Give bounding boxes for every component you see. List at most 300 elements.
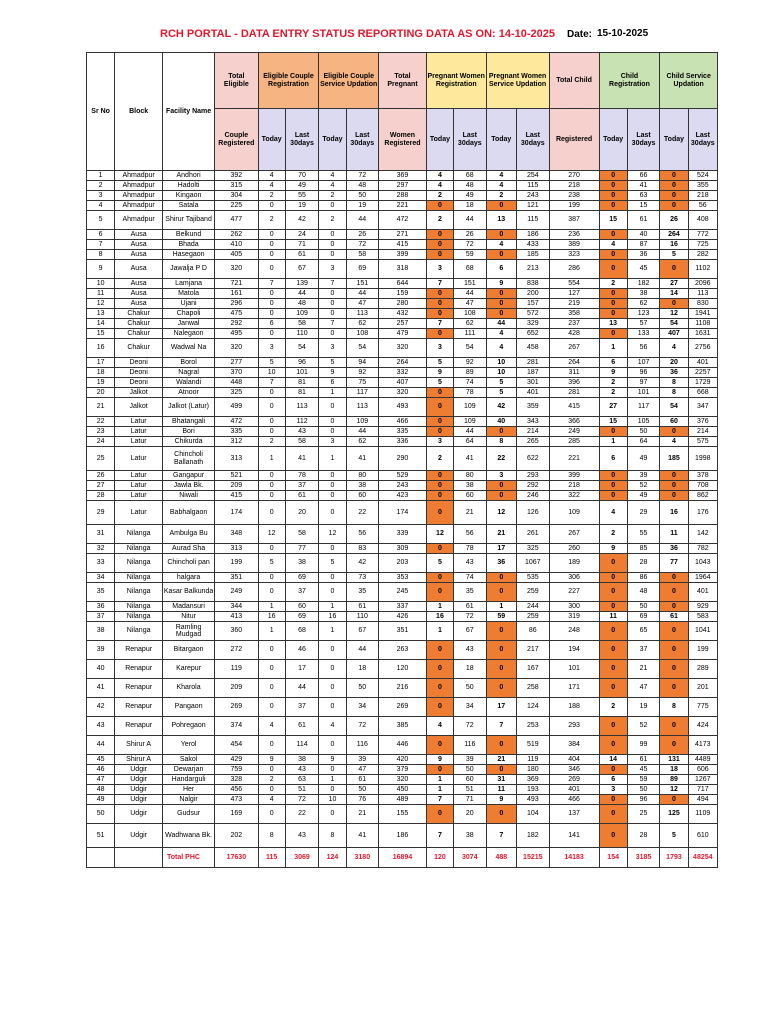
block-cell: Ahmadpur bbox=[115, 191, 163, 201]
value-cell: 429 bbox=[215, 755, 258, 765]
value-cell: 0 bbox=[319, 641, 346, 660]
value-cell: 2 bbox=[258, 437, 285, 447]
block-cell: Chakur bbox=[115, 319, 163, 329]
value-cell: 58 bbox=[346, 250, 379, 260]
table-row bbox=[87, 602, 718, 612]
total-cell: 14183 bbox=[549, 848, 599, 868]
value-cell: 45 bbox=[627, 260, 660, 279]
value-cell: 74 bbox=[454, 378, 487, 388]
value-cell: 61 bbox=[346, 775, 379, 785]
sr-no-cell: 42 bbox=[87, 698, 115, 717]
value-cell: 315 bbox=[215, 181, 258, 191]
value-cell: 113 bbox=[688, 289, 717, 299]
total-cell: 154 bbox=[599, 848, 627, 868]
value-cell: 114 bbox=[285, 736, 319, 755]
value-cell: 56 bbox=[627, 339, 660, 358]
value-cell: 28 bbox=[627, 554, 660, 573]
value-cell: 49 bbox=[454, 191, 487, 201]
value-cell: 38 bbox=[454, 824, 487, 848]
facility-cell: Gudsur bbox=[163, 805, 215, 824]
value-cell: 61 bbox=[660, 612, 688, 622]
block-cell: Nilanga bbox=[115, 544, 163, 554]
value-cell: 458 bbox=[517, 339, 550, 358]
value-cell: 0 bbox=[426, 805, 453, 824]
value-cell: 253 bbox=[517, 717, 550, 736]
block-cell: Nilanga bbox=[115, 573, 163, 583]
value-cell: 0 bbox=[486, 641, 516, 660]
value-cell: 0 bbox=[258, 201, 285, 211]
facility-cell: Madansuri bbox=[163, 602, 215, 612]
value-cell: 199 bbox=[688, 641, 717, 660]
block-cell: Chakur bbox=[115, 329, 163, 339]
sr-no-cell: 20 bbox=[87, 388, 115, 398]
value-cell: 271 bbox=[379, 230, 427, 240]
value-cell: 320 bbox=[215, 339, 258, 358]
value-cell: 40 bbox=[486, 417, 516, 427]
sr-no-cell: 14 bbox=[87, 319, 115, 329]
value-cell: 0 bbox=[258, 398, 285, 417]
value-cell: 174 bbox=[215, 501, 258, 525]
value-cell: 9 bbox=[599, 368, 627, 378]
value-cell: 92 bbox=[454, 358, 487, 368]
table-row bbox=[87, 501, 718, 525]
value-cell: 16 bbox=[319, 612, 346, 622]
block-cell: Renapur bbox=[115, 698, 163, 717]
value-cell: 66 bbox=[627, 171, 660, 181]
value-cell: 41 bbox=[346, 824, 379, 848]
value-cell: 606 bbox=[688, 765, 717, 775]
value-cell: 399 bbox=[379, 250, 427, 260]
block-cell: Ausa bbox=[115, 260, 163, 279]
value-cell: 4 bbox=[258, 795, 285, 805]
value-cell: 18 bbox=[660, 765, 688, 775]
value-cell: 0 bbox=[660, 573, 688, 583]
value-cell: 2 bbox=[426, 447, 453, 471]
value-cell: 218 bbox=[688, 191, 717, 201]
value-cell: 44 bbox=[454, 427, 487, 437]
sr-no-cell: 45 bbox=[87, 755, 115, 765]
value-cell: 0 bbox=[599, 573, 627, 583]
value-cell: 257 bbox=[379, 319, 427, 329]
value-cell: 254 bbox=[517, 171, 550, 181]
value-cell: 10 bbox=[319, 795, 346, 805]
value-cell: 125 bbox=[660, 805, 688, 824]
table-row bbox=[87, 583, 718, 602]
value-cell: 54 bbox=[660, 398, 688, 417]
value-cell: 0 bbox=[319, 201, 346, 211]
value-cell: 96 bbox=[627, 368, 660, 378]
women-registered-header: Women Registered bbox=[379, 109, 427, 171]
value-cell: 311 bbox=[549, 368, 599, 378]
value-cell: 4 bbox=[486, 339, 516, 358]
value-cell: 652 bbox=[517, 329, 550, 339]
value-cell: 182 bbox=[517, 824, 550, 848]
value-cell: 246 bbox=[517, 491, 550, 501]
sr-no-cell: 47 bbox=[87, 775, 115, 785]
value-cell: 193 bbox=[517, 785, 550, 795]
table-row bbox=[87, 211, 718, 230]
value-cell: 52 bbox=[627, 481, 660, 491]
value-cell: 346 bbox=[549, 765, 599, 775]
value-cell: 319 bbox=[549, 612, 599, 622]
value-cell: 60 bbox=[454, 491, 487, 501]
value-cell: 200 bbox=[517, 289, 550, 299]
value-cell: 1 bbox=[319, 388, 346, 398]
today-header: Today bbox=[599, 109, 627, 171]
table-row bbox=[87, 427, 718, 437]
sr-no-cell: 17 bbox=[87, 358, 115, 368]
facility-cell: Kharola bbox=[163, 679, 215, 698]
value-cell: 5 bbox=[426, 554, 453, 573]
value-cell: 0 bbox=[319, 309, 346, 319]
value-cell: 0 bbox=[599, 230, 627, 240]
value-cell: 1067 bbox=[517, 554, 550, 573]
facility-cell: Gangapur bbox=[163, 471, 215, 481]
table-row bbox=[87, 250, 718, 260]
value-cell: 72 bbox=[346, 240, 379, 250]
value-cell: 14 bbox=[660, 289, 688, 299]
sr-no-cell: 5 bbox=[87, 211, 115, 230]
value-cell: 72 bbox=[346, 717, 379, 736]
value-cell: 56 bbox=[454, 525, 487, 544]
value-cell: 0 bbox=[660, 602, 688, 612]
facility-cell: Nalgir bbox=[163, 795, 215, 805]
value-cell: 0 bbox=[319, 329, 346, 339]
value-cell: 47 bbox=[346, 299, 379, 309]
value-cell: 475 bbox=[215, 309, 258, 319]
value-cell: 0 bbox=[486, 289, 516, 299]
facility-cell: Aurad Sha bbox=[163, 544, 215, 554]
value-cell: 62 bbox=[346, 437, 379, 447]
value-cell: 20 bbox=[454, 805, 487, 824]
total-row bbox=[87, 848, 718, 868]
value-cell: 41 bbox=[285, 447, 319, 471]
value-cell: 0 bbox=[486, 250, 516, 260]
value-cell: 41 bbox=[627, 181, 660, 191]
value-cell: 50 bbox=[346, 679, 379, 698]
table-row bbox=[87, 785, 718, 795]
sr-no-cell: 13 bbox=[87, 309, 115, 319]
value-cell: 75 bbox=[346, 378, 379, 388]
status-table bbox=[86, 52, 718, 868]
value-cell: 131 bbox=[660, 755, 688, 765]
value-cell: 71 bbox=[285, 240, 319, 250]
child-service-header: Child Service Updation bbox=[660, 53, 718, 109]
table-row bbox=[87, 319, 718, 329]
value-cell: 188 bbox=[549, 698, 599, 717]
value-cell: 141 bbox=[549, 824, 599, 848]
value-cell: 0 bbox=[319, 417, 346, 427]
value-cell: 2 bbox=[599, 698, 627, 717]
value-cell: 59 bbox=[454, 250, 487, 260]
value-cell: 111 bbox=[454, 329, 487, 339]
facility-cell: Ambulga Bu bbox=[163, 525, 215, 544]
value-cell: 1 bbox=[319, 775, 346, 785]
value-cell: 0 bbox=[486, 230, 516, 240]
value-cell: 49 bbox=[627, 491, 660, 501]
value-cell: 0 bbox=[486, 622, 516, 641]
total-cell: 3185 bbox=[627, 848, 660, 868]
sr-no-cell: 43 bbox=[87, 717, 115, 736]
last30-header: Last 30days bbox=[346, 109, 379, 171]
value-cell: 72 bbox=[454, 612, 487, 622]
value-cell: 68 bbox=[285, 622, 319, 641]
value-cell: 2257 bbox=[688, 368, 717, 378]
value-cell: 7 bbox=[426, 795, 453, 805]
value-cell: 0 bbox=[426, 573, 453, 583]
value-cell: 54 bbox=[346, 339, 379, 358]
value-cell: 16 bbox=[660, 240, 688, 250]
value-cell: 124 bbox=[517, 698, 550, 717]
value-cell: 43 bbox=[285, 427, 319, 437]
value-cell: 404 bbox=[549, 755, 599, 765]
value-cell: 109 bbox=[454, 398, 487, 417]
value-cell: 35 bbox=[454, 583, 487, 602]
table-row bbox=[87, 378, 718, 388]
value-cell: 50 bbox=[454, 765, 487, 775]
value-cell: 415 bbox=[549, 398, 599, 417]
value-cell: 48 bbox=[346, 181, 379, 191]
facility-cell: Ujani bbox=[163, 299, 215, 309]
value-cell: 313 bbox=[215, 447, 258, 471]
value-cell: 4 bbox=[486, 181, 516, 191]
value-cell: 610 bbox=[688, 824, 717, 848]
block-cell: Latur bbox=[115, 501, 163, 525]
value-cell: 862 bbox=[688, 491, 717, 501]
value-cell: 1 bbox=[426, 785, 453, 795]
value-cell: 385 bbox=[379, 717, 427, 736]
value-cell: 218 bbox=[549, 481, 599, 491]
value-cell: 1631 bbox=[688, 329, 717, 339]
value-cell: 96 bbox=[285, 358, 319, 368]
value-cell: 2 bbox=[258, 775, 285, 785]
value-cell: 4 bbox=[426, 171, 453, 181]
sr-no-cell: 2 bbox=[87, 181, 115, 191]
value-cell: 313 bbox=[215, 544, 258, 554]
facility-cell: Matola bbox=[163, 289, 215, 299]
value-cell: 0 bbox=[319, 679, 346, 698]
total-cell: 124 bbox=[319, 848, 346, 868]
value-cell: 838 bbox=[517, 279, 550, 289]
sr-no-cell: 24 bbox=[87, 437, 115, 447]
value-cell: 58 bbox=[285, 525, 319, 544]
table-row bbox=[87, 388, 718, 398]
value-cell: 21 bbox=[454, 501, 487, 525]
value-cell: 109 bbox=[549, 501, 599, 525]
value-cell: 40 bbox=[627, 230, 660, 240]
value-cell: 1 bbox=[426, 602, 453, 612]
value-cell: 29 bbox=[627, 501, 660, 525]
value-cell: 410 bbox=[215, 240, 258, 250]
value-cell: 420 bbox=[379, 755, 427, 765]
value-cell: 1267 bbox=[688, 775, 717, 785]
value-cell: 10 bbox=[258, 368, 285, 378]
value-cell: 1108 bbox=[688, 319, 717, 329]
block-cell: Deoni bbox=[115, 368, 163, 378]
value-cell: 35 bbox=[346, 583, 379, 602]
block-cell: Jalkot bbox=[115, 398, 163, 417]
value-cell: 269 bbox=[379, 698, 427, 717]
value-cell: 285 bbox=[549, 437, 599, 447]
value-cell: 49 bbox=[627, 447, 660, 471]
block-cell: Nilanga bbox=[115, 525, 163, 544]
value-cell: 155 bbox=[379, 805, 427, 824]
value-cell: 27 bbox=[660, 279, 688, 289]
value-cell: 264 bbox=[549, 358, 599, 368]
value-cell: 0 bbox=[319, 398, 346, 417]
value-cell: 47 bbox=[454, 299, 487, 309]
value-cell: 289 bbox=[688, 660, 717, 679]
value-cell: 2 bbox=[258, 211, 285, 230]
facility-cell: Bhada bbox=[163, 240, 215, 250]
value-cell: 0 bbox=[599, 554, 627, 573]
value-cell: 127 bbox=[549, 289, 599, 299]
value-cell: 116 bbox=[454, 736, 487, 755]
value-cell: 171 bbox=[549, 679, 599, 698]
block-cell: Latur bbox=[115, 417, 163, 427]
sr-no-cell: 25 bbox=[87, 447, 115, 471]
value-cell: 343 bbox=[517, 417, 550, 427]
value-cell: 3 bbox=[319, 437, 346, 447]
value-cell: 44 bbox=[486, 319, 516, 329]
value-cell: 0 bbox=[660, 471, 688, 481]
value-cell: 4489 bbox=[688, 755, 717, 765]
value-cell: 407 bbox=[660, 329, 688, 339]
value-cell: 47 bbox=[346, 765, 379, 775]
couple-registered-header: Couple Registered bbox=[215, 109, 258, 171]
value-cell: 2 bbox=[599, 388, 627, 398]
value-cell: 71 bbox=[454, 795, 487, 805]
value-cell: 137 bbox=[549, 805, 599, 824]
value-cell: 0 bbox=[258, 250, 285, 260]
block-cell: Deoni bbox=[115, 378, 163, 388]
value-cell: 48 bbox=[627, 583, 660, 602]
value-cell: 0 bbox=[258, 805, 285, 824]
value-cell: 249 bbox=[215, 583, 258, 602]
value-cell: 0 bbox=[258, 544, 285, 554]
block-cell: Ausa bbox=[115, 289, 163, 299]
block-cell: Shirur A bbox=[115, 755, 163, 765]
value-cell: 432 bbox=[379, 309, 427, 319]
value-cell: 2 bbox=[426, 191, 453, 201]
value-cell: 265 bbox=[517, 437, 550, 447]
value-cell: 104 bbox=[517, 805, 550, 824]
sr-no-cell: 6 bbox=[87, 230, 115, 240]
value-cell: 68 bbox=[454, 171, 487, 181]
value-cell: 105 bbox=[627, 417, 660, 427]
value-cell: 351 bbox=[379, 622, 427, 641]
value-cell: 524 bbox=[688, 171, 717, 181]
sr-no-cell: 50 bbox=[87, 805, 115, 824]
last30-header: Last 30days bbox=[454, 109, 487, 171]
value-cell: 325 bbox=[517, 544, 550, 554]
value-cell: 415 bbox=[215, 491, 258, 501]
table-row bbox=[87, 329, 718, 339]
block-cell: Ausa bbox=[115, 240, 163, 250]
value-cell: 0 bbox=[258, 679, 285, 698]
facility-header: Facility Name bbox=[163, 53, 215, 171]
value-cell: 21 bbox=[346, 805, 379, 824]
value-cell: 225 bbox=[215, 201, 258, 211]
value-cell: 115 bbox=[517, 181, 550, 191]
sr-no-cell: 15 bbox=[87, 329, 115, 339]
value-cell: 0 bbox=[486, 309, 516, 319]
total-cell: 48254 bbox=[688, 848, 717, 868]
value-cell: 0 bbox=[486, 765, 516, 775]
value-cell: 387 bbox=[549, 211, 599, 230]
facility-cell: Karepur bbox=[163, 660, 215, 679]
value-cell: 36 bbox=[486, 554, 516, 573]
value-cell: 83 bbox=[346, 544, 379, 554]
table-row bbox=[87, 339, 718, 358]
facility-cell: Kasar Balkunda bbox=[163, 583, 215, 602]
value-cell: 80 bbox=[346, 471, 379, 481]
value-cell: 0 bbox=[660, 181, 688, 191]
value-cell: 216 bbox=[379, 679, 427, 698]
value-cell: 167 bbox=[517, 660, 550, 679]
facility-cell: Walandi bbox=[163, 378, 215, 388]
value-cell: 3 bbox=[319, 260, 346, 279]
value-cell: 221 bbox=[379, 201, 427, 211]
value-cell: 22 bbox=[285, 805, 319, 824]
facility-cell: Hadolti bbox=[163, 181, 215, 191]
today-header: Today bbox=[319, 109, 346, 171]
value-cell: 369 bbox=[379, 171, 427, 181]
value-cell: 43 bbox=[454, 554, 487, 573]
value-cell: 12 bbox=[486, 501, 516, 525]
value-cell: 0 bbox=[258, 471, 285, 481]
value-cell: 4 bbox=[486, 171, 516, 181]
registered-header: Registered bbox=[549, 109, 599, 171]
value-cell: 5 bbox=[486, 378, 516, 388]
block-cell: Ahmadpur bbox=[115, 201, 163, 211]
value-cell: 499 bbox=[215, 398, 258, 417]
value-cell: 9 bbox=[486, 795, 516, 805]
block-cell: Deoni bbox=[115, 358, 163, 368]
table-row bbox=[87, 230, 718, 240]
sr-no-cell: 7 bbox=[87, 240, 115, 250]
value-cell: 63 bbox=[627, 191, 660, 201]
table-row bbox=[87, 755, 718, 765]
value-cell: 77 bbox=[660, 554, 688, 573]
value-cell: 5 bbox=[258, 358, 285, 368]
value-cell: 312 bbox=[215, 437, 258, 447]
sr-no-cell: 35 bbox=[87, 583, 115, 602]
value-cell: 5 bbox=[660, 824, 688, 848]
value-cell: 320 bbox=[379, 339, 427, 358]
value-cell: 0 bbox=[426, 201, 453, 211]
value-cell: 379 bbox=[379, 765, 427, 775]
value-cell: 1 bbox=[599, 339, 627, 358]
facility-cell: Andhori bbox=[163, 171, 215, 181]
value-cell: 454 bbox=[215, 736, 258, 755]
total-cell: 3069 bbox=[285, 848, 319, 868]
value-cell: 396 bbox=[549, 378, 599, 388]
value-cell: 64 bbox=[454, 437, 487, 447]
value-cell: 1 bbox=[319, 602, 346, 612]
last30-header: Last 30days bbox=[627, 109, 660, 171]
value-cell: 495 bbox=[215, 329, 258, 339]
value-cell: 50 bbox=[627, 785, 660, 795]
value-cell: 4 bbox=[319, 717, 346, 736]
value-cell: 101 bbox=[549, 660, 599, 679]
value-cell: 97 bbox=[627, 378, 660, 388]
block-cell: Latur bbox=[115, 437, 163, 447]
facility-cell: Belkund bbox=[163, 230, 215, 240]
value-cell: 45 bbox=[627, 765, 660, 775]
today-header: Today bbox=[426, 109, 453, 171]
sr-no-cell: 12 bbox=[87, 299, 115, 309]
